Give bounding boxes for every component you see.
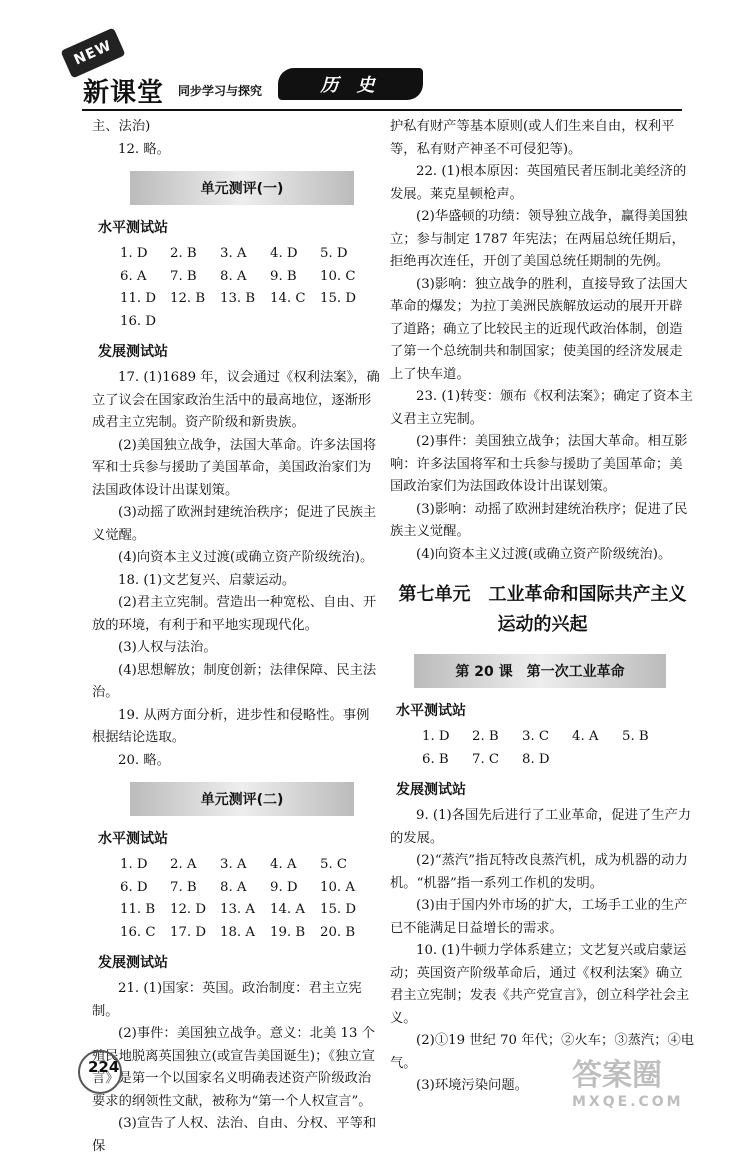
answer-item: 5. D [320, 246, 348, 261]
page-number: 224 [88, 1058, 120, 1076]
series-subtitle: 同步学习与探究 [178, 84, 263, 98]
answer-grid [422, 726, 695, 771]
answer-item: 16. D [120, 313, 157, 329]
answer-paragraph: (4)思想解放；制度创新；法律保障、民主法治。 [92, 662, 377, 700]
subject-title: 历 史 [278, 68, 423, 100]
answer-item: 9. D [270, 879, 298, 895]
answer-paragraph: 护私有财产等基本原则(或人们生来自由，权利平等，私有财产神圣不可侵犯等)。 [390, 119, 675, 157]
answer-paragraph: (2)君主立宪制。营造出一种宽松、自由、开放的环境，有利于和平地实现现代化。 [92, 595, 377, 633]
section-heading: 水平测试站 [98, 220, 168, 236]
answer-item: 5. C [320, 857, 348, 872]
answer-item: 4. D [270, 246, 298, 261]
answer-paragraph: (3)环境污染问题。 [416, 1078, 528, 1093]
answer-item: 18. A [220, 924, 255, 940]
answer-item: 13. B [220, 291, 256, 306]
answer-paragraph: (3)宣告了人权、法治、自由、分权、平等和保 [92, 1116, 377, 1154]
answer-paragraph: (2)华盛顿的功绩：领导独立战争，赢得美国独立；参与制定 1787 年宪法；在两届总统任期后，拒绝再次连任，开创了美国总统任期制的先例。 [390, 209, 688, 269]
answer-item: 5. B [622, 729, 649, 744]
answer-item: 3. A [220, 246, 247, 261]
section-heading: 水平测试站 [396, 703, 466, 719]
answer-item: 3. C [522, 729, 550, 744]
answer-paragraph: (3)人权与法治。 [118, 640, 217, 655]
answer-item: 8. A [220, 879, 247, 895]
answer-item: 14. C [270, 291, 306, 306]
brand-logo: 新课堂 [83, 78, 165, 108]
answer-item: 11. D [120, 291, 157, 306]
right-column [390, 116, 695, 1098]
answer-item: 10. A [320, 879, 355, 895]
answer-item: 10. C [320, 268, 356, 284]
answer-item: 8. A [220, 268, 247, 284]
new-badge: NEW [60, 28, 125, 79]
section-heading: 水平测试站 [98, 831, 168, 847]
answer-item: 17. D [170, 924, 207, 940]
answer-paragraph: 17. (1)1689 年，议会通过《权利法案》，确立了议会在国家政治生活中的最高地位，逐渐形成君主立宪制。资产阶级和新贵族。 [92, 370, 380, 430]
answer-paragraph: (3)由于国内外市场的扩大，工场手工业的生产已不能满足日益增长的需求。 [390, 898, 688, 936]
unit-title: 第七单元 工业革命和国际共产主义运动的兴起 [398, 584, 687, 635]
answer-item: 12. D [170, 902, 207, 917]
answer-item: 13. A [220, 902, 255, 917]
header-rule [82, 109, 682, 111]
answer-item: 11. B [120, 902, 156, 917]
answer-paragraph: 9. (1)各国先后进行了工业革命，促进了生产力的发展。 [390, 808, 692, 846]
answer-paragraph: (2)“蒸汽”指瓦特改良蒸汽机，成为机器的动力机。“机器”指一系列工作机的发明。 [390, 853, 688, 891]
section-heading: 发展测试站 [98, 344, 168, 360]
answer-item: 7. B [170, 879, 197, 895]
answer-paragraph: (4)向资本主义过渡(或确立资产阶级统治)。 [118, 550, 374, 565]
answer-item: 7. B [170, 268, 197, 284]
answer-item: 2. A [170, 857, 197, 872]
section-banner: 单元测评(一) [130, 171, 354, 205]
answer-item: 6. D [120, 879, 148, 895]
watermark-url: MXQE.COM [572, 1094, 684, 1110]
answer-paragraph: 20. 略。 [118, 752, 170, 768]
answer-item: 16. C [120, 924, 156, 940]
answer-item: 20. B [320, 924, 356, 940]
answer-paragraph: (3)影响：独立战争的胜利，直接导致了法国大革命的爆发；为拉丁美洲民族解放运动的展开开辟了道路；确立了比较民主的近现代政治体制，创造了第一个总统制共和制国家；使美国的经济发展走上了快车道。 [390, 276, 688, 382]
answer-item: 2. B [472, 729, 499, 744]
answer-item: 1. D [120, 857, 148, 872]
answer-item: 4. A [270, 857, 297, 872]
watermark-text: 答案圈 [572, 1058, 662, 1093]
section-heading: 发展测试站 [98, 955, 168, 971]
watermark-logo [572, 1050, 742, 1110]
answer-item: 4. A [572, 729, 599, 744]
page-header [0, 0, 750, 118]
answer-item: 1. D [120, 246, 148, 261]
answer-grid [120, 854, 382, 944]
answer-item: 15. D [320, 902, 357, 917]
section-heading: 发展测试站 [396, 782, 466, 798]
answer-paragraph: 10. (1)牛顿力学体系建立；文艺复兴或启蒙运动；英国资产阶级革命后，通过《权利法案》确立君主立宪制；发表《共产党宣言》，创立科学社会主义。 [390, 943, 690, 1026]
answer-paragraph: 主、法治) [92, 119, 151, 134]
answer-item: 6. B [422, 751, 449, 767]
answer-item: 6. A [120, 268, 147, 284]
answer-item: 2. B [170, 246, 197, 261]
answer-item: 1. D [422, 729, 450, 744]
answer-item: 3. A [220, 857, 247, 872]
answer-item: 15. D [320, 291, 357, 306]
answer-item: 19. B [270, 924, 306, 940]
answer-paragraph: (4)向资本主义过渡(或确立资产阶级统治)。 [416, 546, 672, 562]
answer-paragraph: (3)动摇了欧洲封建统治秩序；促进了民族主义觉醒。 [92, 505, 377, 543]
answer-paragraph: (3)影响：动摇了欧洲封建统治秩序；促进了民族主义觉醒。 [390, 501, 688, 539]
answer-paragraph: 23. (1)转变：颁布《权利法案》；确定了资本主义君主立宪制。 [390, 389, 693, 427]
answer-paragraph: (2)事件：美国独立战争。意义：北美 13 个殖民地脱离英国独立(或宣告美国诞生)；《独立宣言》是第一个以国家名义明确表述资产阶级政治要求的纲领性文献，被称为“第一个人权宣言”。 [92, 1026, 375, 1109]
answer-paragraph: 18. (1)文艺复兴、启蒙运动。 [118, 572, 296, 588]
answer-item: 8. D [522, 751, 550, 767]
answer-paragraph: 21. (1)国家：英国。政治制度：君主立宪制。 [92, 981, 362, 1019]
answer-paragraph: (2)①19 世纪 70 年代；②火车；③蒸汽；④电气。 [390, 1033, 695, 1071]
answer-paragraph: (2)事件：美国独立战争；法国大革命。相互影响：许多法国将军和士兵参与援助了美国革命；美国政治家们为法国政体设计出谋划策。 [390, 434, 688, 494]
answer-paragraph: 19. 从两方面分析，进步性和侵略性。事例根据结论选取。 [92, 707, 370, 745]
answer-item: 7. C [472, 751, 500, 767]
answer-item: 12. B [170, 291, 206, 306]
left-column [92, 116, 382, 1158]
answer-item: 9. B [270, 268, 297, 284]
answer-grid [120, 243, 382, 333]
answer-paragraph: (2)美国独立战争，法国大革命。许多法国将军和士兵参与援助了美国革命，美国政治家们为法国政体设计出谋划策。 [92, 437, 377, 498]
section-banner: 第 20 课 第一次工业革命 [414, 654, 666, 688]
answer-paragraph: 22. (1)根本原因：英国殖民者压制北美经济的发展。莱克星顿枪声。 [390, 164, 687, 202]
section-banner: 单元测评(二) [130, 782, 354, 816]
answer-item: 14. A [270, 902, 305, 917]
answer-paragraph: 12. 略。 [118, 141, 170, 157]
